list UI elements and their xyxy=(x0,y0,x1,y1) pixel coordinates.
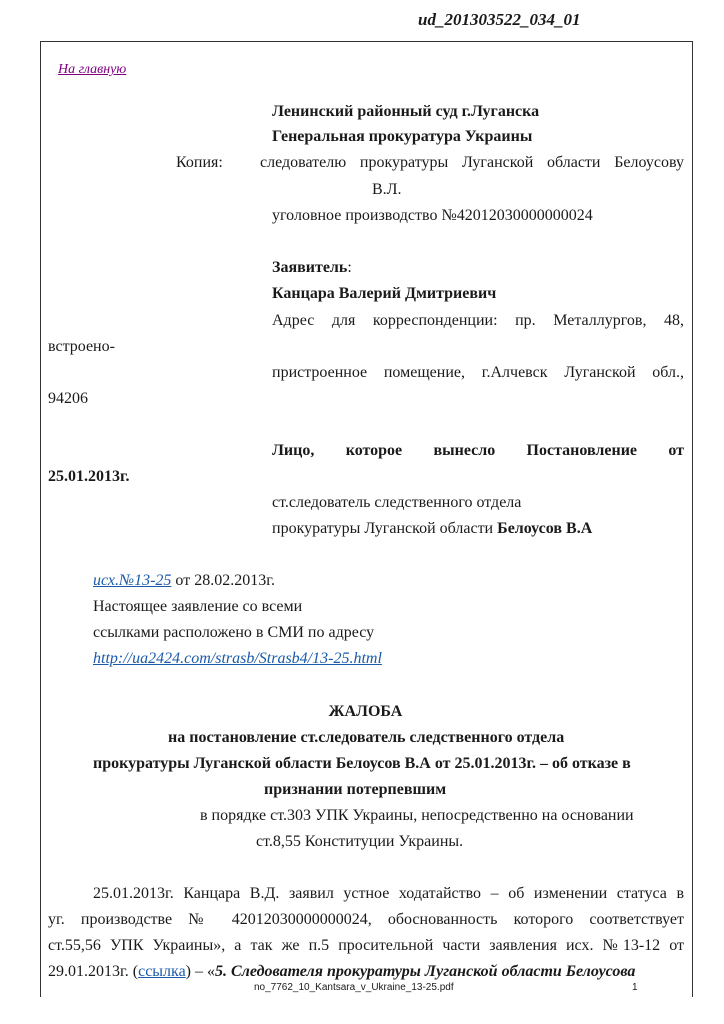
court-name: Ленинский районный суд г.Луганска xyxy=(272,103,540,120)
applicant-address-line-1: Адрес для корреспонденции: пр. Металлургов, 48, xyxy=(272,312,684,329)
footer-filename: no_7762_10_Kantsara_v_Ukraine_13-25.pdf xyxy=(254,982,454,993)
case-number: уголовное производство №42012030000000024 xyxy=(272,207,593,224)
applicant-name: Канцара Валерий Дмитриевич xyxy=(272,285,497,302)
copy-recipient: следователю прокуратуры Луганской области Белоусову xyxy=(260,154,684,171)
reference-link[interactable]: исх.№13-25 xyxy=(93,572,172,589)
complaint-basis-1: в порядке ст.303 УПК Украины, непосредственно на основании xyxy=(200,807,634,824)
page-number: 1 xyxy=(632,982,638,993)
publication-url-link[interactable]: http://ua2424.com/strasb/Strasb4/13-25.html xyxy=(93,650,382,667)
prosecutor-name: Генеральная прокуратура Украины xyxy=(272,128,533,145)
body-line-3: ст.55,56 УПК Украины», а так же п.5 просительной части заявления исх. №13-12 от xyxy=(48,937,684,954)
body-line-4: 29.01.2013г. (ссылка) – «5. Следователя прокуратуры Луганской области Белоусова xyxy=(48,963,636,980)
reference-line-2: Настоящее заявление со всеми xyxy=(93,598,303,615)
reference-line: исх.№13-25 от 28.02.2013г. xyxy=(93,572,275,589)
body-reference-link[interactable]: ссылка xyxy=(138,963,186,980)
reference-line-3: ссылками расположено в СМИ по адресу xyxy=(93,624,375,641)
applicant-address-cont-1: встроено- xyxy=(48,338,115,355)
applicant-postcode: 94206 xyxy=(48,390,88,407)
applicant-address-line-2: пристроенное помещение, г.Алчевск Луганской обл., xyxy=(272,364,684,381)
complaint-basis-2: ст.8,55 Конституции Украины. xyxy=(256,833,464,850)
home-link[interactable]: На главную xyxy=(58,62,127,77)
body-line-1: 25.01.2013г. Канцара В.Д. заявил устное ходатайство – об изменении статуса в xyxy=(93,885,684,902)
complaint-title: ЖАЛОБА xyxy=(328,703,403,720)
copy-label: Копия: xyxy=(176,154,223,171)
respondent-label: Лицо, которое вынесло Постановление от xyxy=(272,442,684,459)
applicant-label: Заявитель: xyxy=(272,259,352,276)
document-id: ud_201303522_034_01 xyxy=(418,10,581,29)
respondent-position-2: прокуратуры Луганской области Белоусов В.А xyxy=(272,520,593,537)
complaint-subtitle-2: прокуратуры Луганской области Белоусов В.А от 25.01.2013г. – об отказе в xyxy=(93,755,631,772)
copy-recipient-initials: В.Л. xyxy=(372,181,402,198)
complaint-subtitle-1: на постановление ст.следователь следственного отдела xyxy=(168,729,565,746)
complaint-subtitle-3: признании потерпевшим xyxy=(264,781,447,798)
body-line-2: уг. производстве № 42012030000000024, обоснованность которого соответствует xyxy=(48,911,684,928)
resolution-date: 25.01.2013г. xyxy=(48,468,130,485)
respondent-position-1: ст.следователь следственного отдела xyxy=(272,494,522,511)
